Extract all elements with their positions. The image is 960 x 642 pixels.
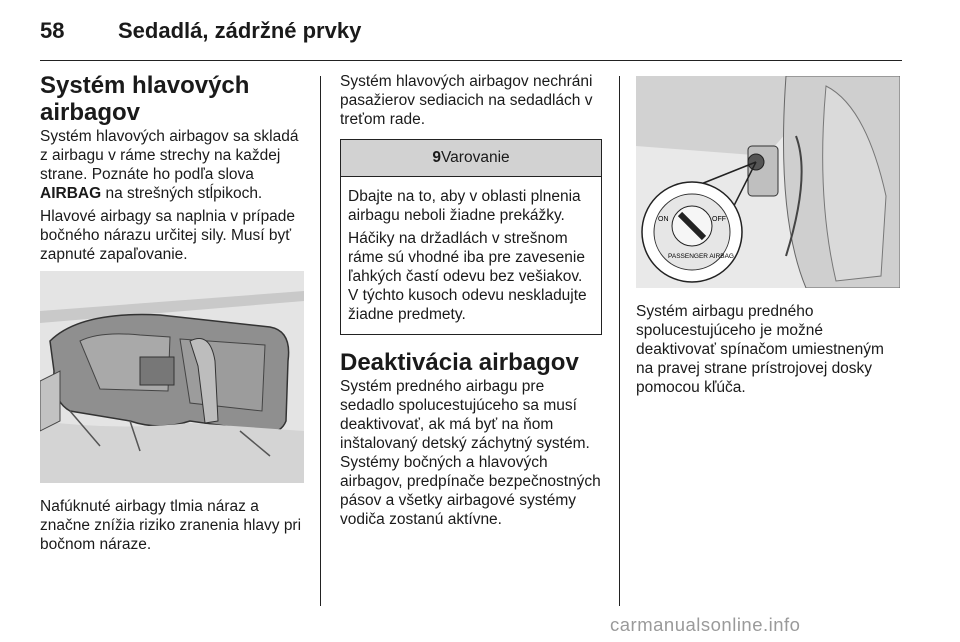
column-divider-2 <box>619 76 620 606</box>
page-number: 58 <box>40 18 65 43</box>
warning-text-2: Háčiky na držadlách v strešnom ráme sú vhodné iba pre zavesenie ľahkých častí odevu bez vešiakov. V týchto kusoch odevu neskladujte žiadne predmety. <box>348 230 587 323</box>
deactivation-text: Systém predného airbagu pre sedadlo spolucestujúceho sa musí deaktivovať, ak má byť na ňom inštalovaný detský záchytný systém. Systémy bočných a hlavových airbagov, predpínače bezpečnostných pásov a všetky airbagové systémy vodiča zostanú aktívne. <box>340 378 601 528</box>
switch-airbag-label: PASSENGER AIRBAG <box>668 253 734 260</box>
page-header <box>40 18 361 44</box>
airbag-word: AIRBAG <box>40 185 102 202</box>
watermark: carmanualsonline.info <box>610 614 801 635</box>
warning-box <box>340 139 602 335</box>
header-rule <box>40 60 902 61</box>
switch-drawing <box>636 76 900 288</box>
para1-text: Systém hlavových airbagov sa skladá z airbagu v ráme strechy na každej strane. Poznáte ho podľa slova <box>40 128 299 183</box>
third-row-note: Systém hlavových airbagov nechráni pasažierov sediacich na sedadlách v treťom rade. <box>340 73 593 128</box>
head-airbag-para2: Hlavové airbagy sa naplnia v prípade bočného nárazu určitej sily. Musí byť zapnuté zapaľovanie. <box>40 208 296 263</box>
airbag-switch-illustration <box>636 76 900 288</box>
warning-body <box>341 177 601 334</box>
airbag-caption: Nafúknuté airbagy tlmia náraz a značne znížia riziko zranenia hlavy pri bočnom náraze. <box>40 498 302 553</box>
warning-icon: 9 <box>432 149 441 166</box>
inflated-airbag-illustration <box>40 271 304 483</box>
warning-text-1: Dbajte na to, aby v oblasti plnenia airbagu neboli žiadne prekážky. <box>348 188 581 224</box>
airbag-drawing <box>40 271 304 483</box>
deactivation-title: Deaktivácia airbagov <box>340 349 579 376</box>
column-divider-1 <box>320 76 321 606</box>
warning-header <box>341 140 601 177</box>
column-2 <box>340 72 602 533</box>
column-1 <box>40 72 304 558</box>
switch-off-label: OFF <box>712 216 726 223</box>
para1-text-end: na strešných stĺpikoch. <box>101 185 263 202</box>
section-title: Sedadlá, zádržné prvky <box>118 18 362 43</box>
head-airbag-para1 <box>40 127 304 203</box>
switch-on-label: ON <box>658 216 669 223</box>
warning-title: Varovanie <box>440 149 510 166</box>
column-3 <box>636 72 902 401</box>
head-airbag-title: Systém hlavových airbagov <box>40 72 250 126</box>
switch-caption: Systém airbagu predného spolucestujúceho je možné deaktivovať spínačom umiestneným na pravej strane prístrojovej dosky pomocou kľúča. <box>636 303 884 396</box>
